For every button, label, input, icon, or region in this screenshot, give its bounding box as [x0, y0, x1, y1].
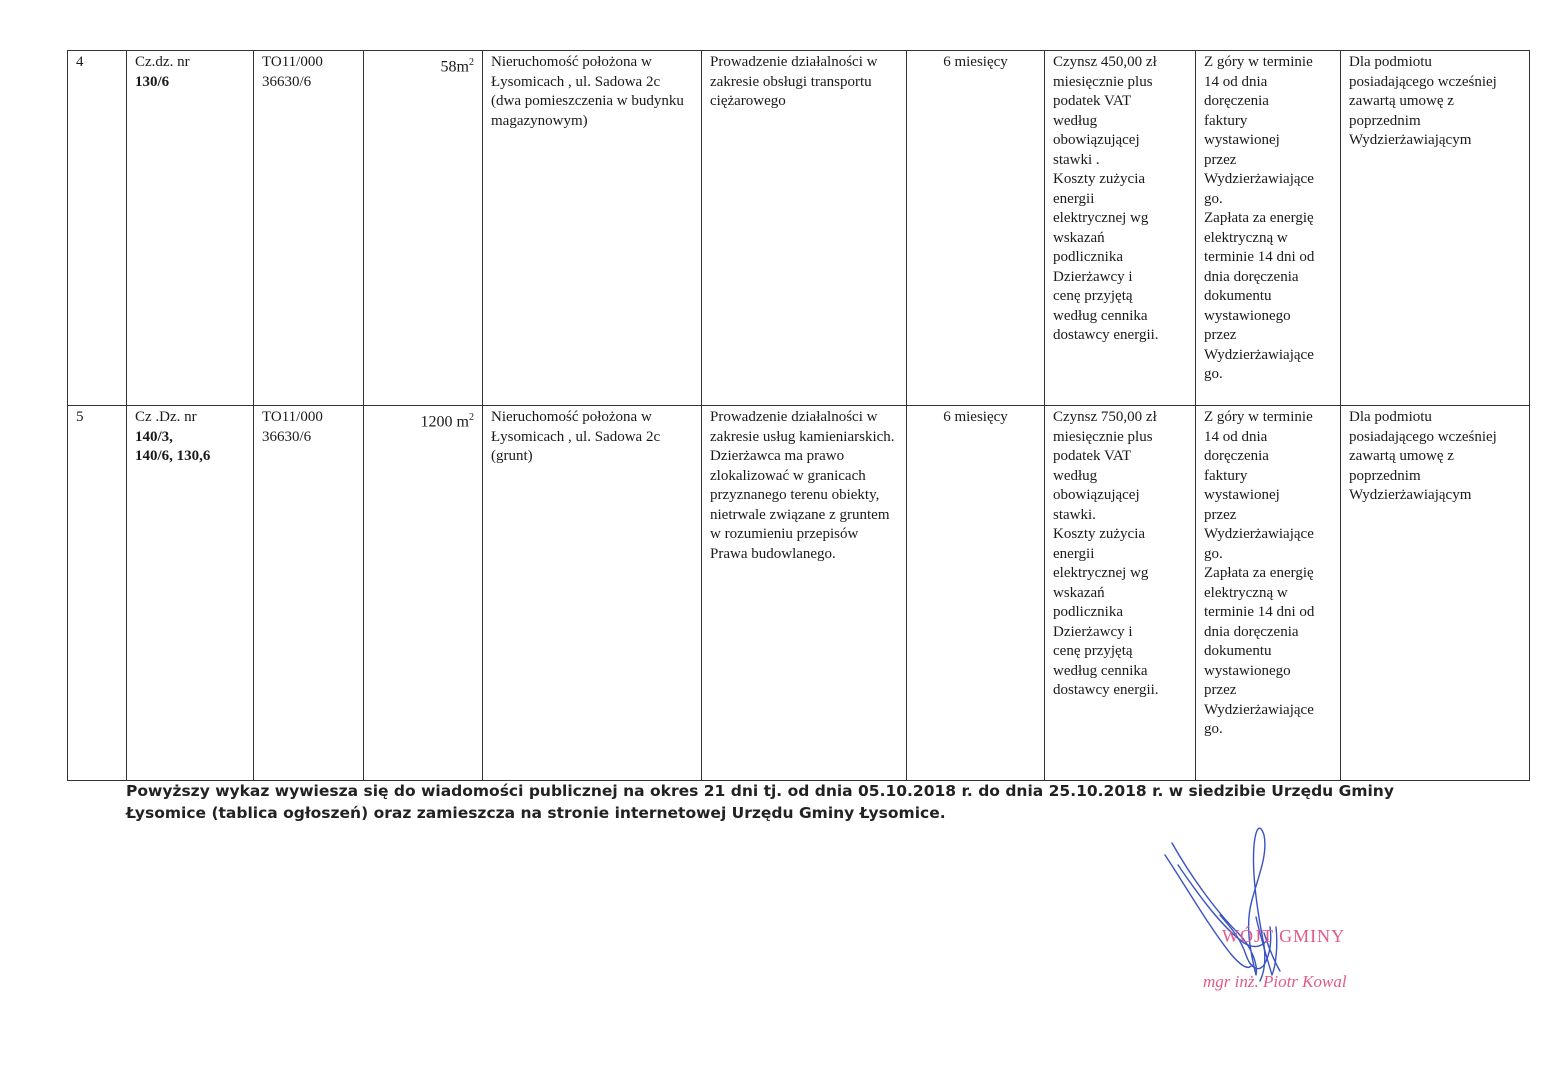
area-unit-exponent: 2 [469, 412, 474, 423]
table-row [68, 51, 1530, 406]
parcel-prefix: Cz .Dz. nr [135, 409, 197, 425]
purpose-cell: Prowadzenie działalności w zakresie obsługi transportu ciężarowego [702, 51, 907, 406]
table-row [68, 406, 1530, 781]
handwritten-signature [1160, 815, 1390, 990]
row-number: 5 [68, 406, 127, 781]
area-cell [364, 51, 483, 406]
parcel-cell [127, 51, 254, 406]
area-value: 1200 m [420, 413, 469, 431]
publication-notice: Powyższy wykaz wywiesza się do wiadomości publicznej na okres 21 dni tj. od dnia 05.10.2018 r. do dnia 25.10.2018 r. w siedzibie Urzędu Gminy Łysomice (tablica ogłoszeń) oraz zamieszcza na stronie internetowej Urzędu Gminy Łysomice. [126, 782, 1394, 822]
land-register-number: TO11/000 36630/6 [254, 406, 364, 781]
parcel-numbers: 140/3, 140/6, 130,6 [135, 428, 211, 464]
notes-cell: Dla podmiotu posiadającego wcześniej zawartą umowę z poprzednim Wydzierżawiającym [1341, 51, 1530, 406]
area-cell [364, 406, 483, 781]
land-register-number: TO11/000 36630/6 [254, 51, 364, 406]
parcel-numbers: 130/6 [135, 73, 170, 90]
period-cell: 6 miesięcy [907, 51, 1045, 406]
payment-terms-cell: Z góry w terminie 14 od dnia doręczenia faktury wystawionej przez Wydzierżawiające go. Zapłata za energię elektryczną w terminie 14 dni od dnia doręczenia dokumentu wystawionego przez Wydzierżawiające go. [1196, 406, 1341, 781]
period-cell: 6 miesięcy [907, 406, 1045, 781]
parcel-cell [127, 406, 254, 781]
area-value: 58m [440, 58, 469, 76]
notes-cell: Dla podmiotu posiadającego wcześniej zawartą umowę z poprzednim Wydzierżawiającym [1341, 406, 1530, 781]
stamp-title: WÓJT GMINY [1222, 926, 1346, 946]
stamp-name: mgr inż. Piotr Kowal [1203, 972, 1347, 991]
rent-cell: Czynsz 750,00 zł miesięcznie plus podatek VAT według obowiązującej stawki. Koszty zużycia energii elektrycznej wg wskazań podlicznika Dzierżawcy i cenę przyjętą według cennika dostawcy energii. [1045, 406, 1196, 781]
purpose-cell: Prowadzenie działalności w zakresie usług kamieniarskich. Dzierżawca ma prawo zlokalizować w granicach przyznanego terenu obiekty, nietrwale związane z gruntem w rozumieniu przepisów Prawa budowlanego. [702, 406, 907, 781]
lease-table [67, 50, 1530, 781]
location-cell: Nieruchomość położona w Łysomicach , ul. Sadowa 2c (dwa pomieszczenia w budynku magazynowym) [483, 51, 702, 406]
payment-terms-cell: Z góry w terminie 14 od dnia doręczenia faktury wystawionej przez Wydzierżawiające go. Zapłata za energię elektryczną w terminie 14 dni od dnia doręczenia dokumentu wystawionego przez Wydzierżawiające go. [1196, 51, 1341, 406]
parcel-prefix: Cz.dz. nr [135, 54, 190, 70]
area-unit-exponent: 2 [469, 57, 474, 68]
location-cell: Nieruchomość położona w Łysomicach , ul. Sadowa 2c (grunt) [483, 406, 702, 781]
row-number: 4 [68, 51, 127, 406]
rent-cell: Czynsz 450,00 zł miesięcznie plus podatek VAT według obowiązującej stawki . Koszty zużycia energii elektrycznej wg wskazań podlicznika Dzierżawcy i cenę przyjętą według cennika dostawcy energii. [1045, 51, 1196, 406]
